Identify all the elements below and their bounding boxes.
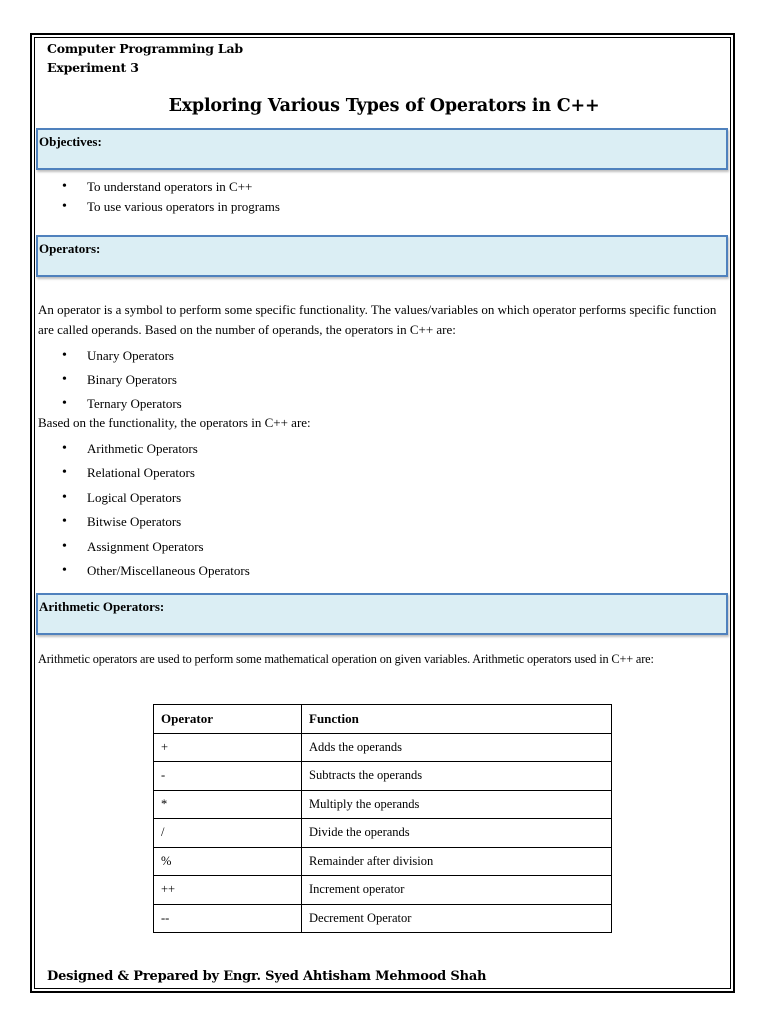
list-item: • Unary Operators	[62, 344, 182, 368]
experiment-number: Experiment 3	[47, 60, 139, 75]
function-cell: Decrement Operator	[302, 904, 612, 933]
list-item: • Bitwise Operators	[62, 510, 250, 534]
table-row	[154, 876, 612, 905]
page-title: Exploring Various Types of Operators in C++	[168, 96, 600, 116]
operator-cell: *	[154, 790, 302, 819]
objectives-list	[62, 177, 280, 217]
table-row	[154, 847, 612, 876]
objectives-section-header	[36, 128, 728, 170]
arithmetic-intro: Arithmetic operators are used to perform some mathematical operation on given variables. Arithmetic operators used in C++ are:	[38, 652, 654, 666]
course-name: Computer Programming Lab	[47, 41, 243, 56]
operators-heading: Operators:	[39, 241, 101, 256]
column-header-operator: Operator	[154, 705, 302, 734]
arithmetic-operators-table	[153, 704, 612, 933]
list-item: • Logical Operators	[62, 486, 250, 510]
operand-types-list	[62, 344, 182, 416]
objective-item: • To understand operators in C++	[62, 177, 280, 197]
table-row	[154, 819, 612, 848]
function-cell: Multiply the operands	[302, 790, 612, 819]
objective-item: • To use various operators in programs	[62, 197, 280, 217]
list-item: • Relational Operators	[62, 461, 250, 485]
table-header-row	[154, 705, 612, 734]
list-item: • Other/Miscellaneous Operators	[62, 559, 250, 583]
operator-cell: -	[154, 762, 302, 791]
list-item: • Assignment Operators	[62, 535, 250, 559]
table-row	[154, 904, 612, 933]
table-row	[154, 790, 612, 819]
list-item: • Arithmetic Operators	[62, 437, 250, 461]
function-cell: Subtracts the operands	[302, 762, 612, 791]
arithmetic-heading: Arithmetic Operators:	[39, 599, 165, 614]
objectives-heading: Objectives:	[39, 134, 102, 149]
list-item: • Ternary Operators	[62, 392, 182, 416]
functionality-types-list	[62, 437, 250, 583]
footer-credit: Designed & Prepared by Engr. Syed Ahtisham Mehmood Shah	[47, 969, 487, 984]
operator-cell: ++	[154, 876, 302, 905]
operators-intro: An operator is a symbol to perform some specific functionality. The values/variables on which operator performs specific function are called operands. Based on the number of operands, the operators in C++ are:	[38, 302, 717, 337]
operator-cell: /	[154, 819, 302, 848]
function-cell: Adds the operands	[302, 733, 612, 762]
table-row	[154, 733, 612, 762]
function-cell: Divide the operands	[302, 819, 612, 848]
table-row	[154, 762, 612, 791]
operator-cell: %	[154, 847, 302, 876]
functionality-intro: Based on the functionality, the operators in C++ are:	[38, 415, 311, 430]
column-header-function: Function	[302, 705, 612, 734]
operator-cell: +	[154, 733, 302, 762]
list-item: • Binary Operators	[62, 368, 182, 392]
arithmetic-section-header	[36, 593, 728, 635]
operator-cell: --	[154, 904, 302, 933]
function-cell: Remainder after division	[302, 847, 612, 876]
operators-section-header	[36, 235, 728, 277]
function-cell: Increment operator	[302, 876, 612, 905]
